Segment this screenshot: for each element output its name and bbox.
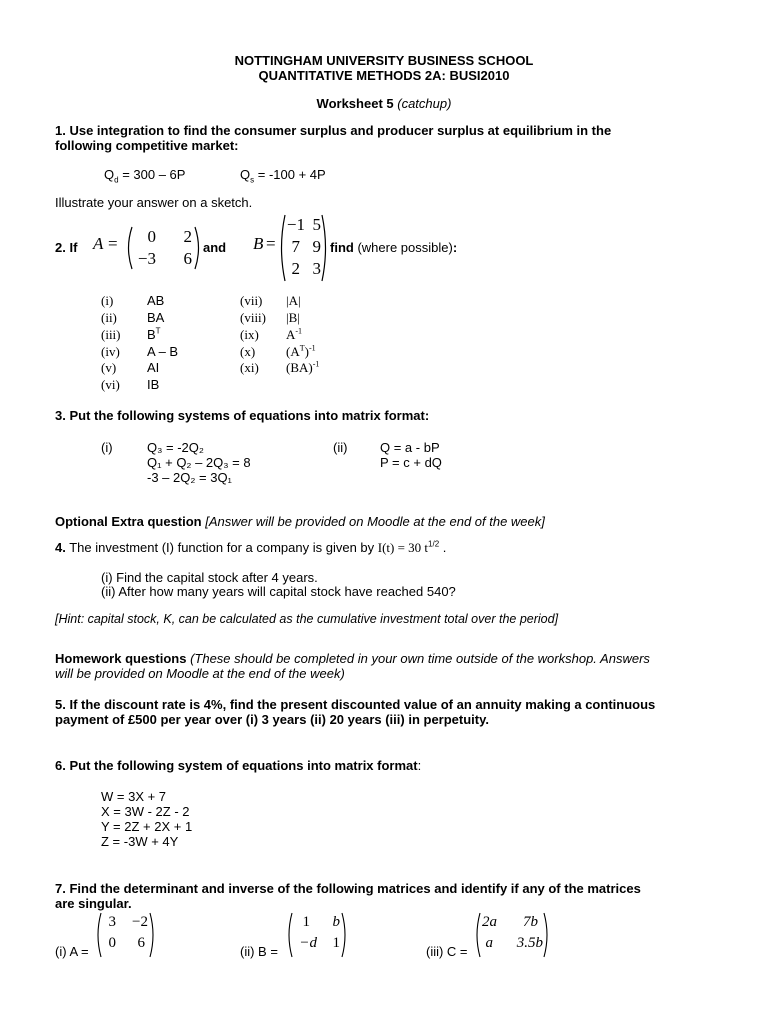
matrix-b-cell: 2 [291, 259, 300, 278]
qd-symbol: Q [104, 167, 115, 182]
qd-subscript: d [114, 175, 119, 185]
q4-statement [55, 540, 446, 556]
q1-line1: 1. Use integration to find the consumer surplus and producer surplus at equilibrium in the [55, 123, 612, 138]
q2-item-base: (A [286, 344, 300, 359]
optional-note: [Answer will be provided on Moodle at the end of the week] [201, 514, 545, 529]
worksheet-title: Worksheet 5 [316, 96, 394, 111]
q7-b-cell: 1 [302, 914, 310, 930]
q2-item-text: A – B [147, 344, 179, 359]
q2-item-num: (v) [101, 360, 117, 375]
q6-title-text: 6. Put the following system of equations into matrix format [55, 758, 418, 773]
matrix-b-cell: −1 [286, 215, 305, 234]
q7-b-cell: 1 [332, 935, 340, 951]
q7-c-cell: 3.5b [516, 935, 543, 951]
q2-item-text: |B| [286, 310, 300, 325]
q2-item-text: |A| [286, 293, 301, 308]
q7-b-right-paren [340, 912, 349, 958]
q2-item-num: (vi) [101, 377, 120, 392]
q7-a-right-paren [148, 912, 157, 958]
q1-line2: following competitive market: [55, 138, 239, 153]
q2-item-base: A [286, 327, 296, 342]
q7-b-cell: −d [299, 935, 317, 951]
q2-item-base2: ) [304, 344, 309, 359]
q3-part2-eq: Q = a - bP [380, 440, 440, 455]
q2-item-base: (BA) [286, 360, 313, 375]
matrix-b-cell: 7 [291, 237, 300, 256]
qd-rest: = 300 – 6P [118, 167, 186, 182]
q1-illustrate: Illustrate your answer on a sketch. [55, 195, 253, 210]
matrix-a-right-paren [193, 226, 203, 270]
matrix-b-cell: 3 [312, 259, 321, 278]
q7-c-cell: 2a [482, 914, 497, 930]
q2-item-num: (xi) [240, 360, 259, 375]
q6-equation: W = 3X + 7 [101, 789, 167, 804]
q4-dot: . [439, 540, 447, 555]
q5-line2: payment of £500 per year over (i) 3 years (ii) 20 years (iii) in perpetuity. [55, 712, 489, 727]
homework-title: Homework questions [55, 651, 187, 666]
matrix-a-name: A [93, 234, 104, 253]
q2-item-num: (x) [240, 344, 256, 359]
course-title: QUANTITATIVE METHODS 2A: BUSI2010 [258, 68, 510, 83]
q2-label: 2. If [55, 240, 78, 255]
q2-item-base: B [147, 327, 156, 342]
q2-and: and [203, 240, 227, 255]
q7-a-label: (i) A = [55, 944, 89, 959]
qs-rest: = -100 + 4P [254, 167, 326, 182]
q5-line1: 5. If the discount rate is 4%, find the present discounted value of an annuity making a continuous [55, 697, 656, 712]
q3-part1-eq: -3 – 2Q₂ = 3Q₁ [147, 470, 232, 485]
q4-text: The investment (I) function for a company is given by [65, 540, 378, 555]
q2-item-num: (ix) [240, 327, 259, 342]
q3-part1-eq: Q₃ = -2Q₂ [147, 440, 204, 455]
q6-equation: Z = -3W + 4Y [101, 834, 179, 849]
q4-function: I(t) = 30 t [377, 540, 429, 555]
q7-a-cell: −2 [132, 914, 148, 930]
q6-equation: Y = 2Z + 2X + 1 [101, 819, 193, 834]
matrix-a-cell: 6 [183, 249, 192, 268]
q7-a-cell: 0 [108, 935, 116, 951]
q3-part1-eq: Q₁ + Q₂ – 2Q₃ = 8 [147, 455, 251, 470]
q2-item-num: (i) [101, 293, 114, 308]
q3-part2-eq: P = c + dQ [380, 455, 442, 470]
q2-item-num: (viii) [240, 310, 266, 325]
q2-item-text: BA [147, 310, 165, 325]
find-colon: : [452, 240, 458, 255]
q2-item-sup: T [155, 326, 161, 336]
q6-equation: X = 3W - 2Z - 2 [101, 804, 190, 819]
q2-item-text [147, 327, 161, 343]
q7-a-cell: 3 [108, 914, 116, 930]
q2-item-text [286, 344, 316, 360]
school-title: NOTTINGHAM UNIVERSITY BUSINESS SCHOOL [234, 53, 534, 68]
q2-item-num: (iii) [101, 327, 121, 342]
qs-symbol: Q [240, 167, 251, 182]
q7-c-label: (iii) C = [426, 944, 468, 959]
homework-note: (These should be completed in your own time outside of the workshop. Answers [186, 651, 650, 666]
q2-item-text [286, 360, 319, 376]
q2-item-num: (iv) [101, 344, 120, 359]
matrix-a-cell: −3 [137, 249, 156, 268]
q2-item-text [286, 327, 302, 343]
q7-a-cell: 6 [137, 935, 145, 951]
optional-heading [55, 514, 545, 530]
qs-subscript: s [250, 175, 255, 185]
q2-item-sup: -1 [295, 326, 303, 336]
q2-item-text: AI [147, 360, 160, 375]
homework-note-line2: will be provided on Moodle at the end of the week) [55, 666, 345, 681]
matrix-b-cell: 9 [312, 237, 321, 256]
q7-c-right-paren [542, 912, 551, 958]
matrix-b-right-paren [320, 214, 330, 282]
q2-item-sup: -1 [308, 343, 316, 353]
q4-exponent: 1/2 [428, 539, 440, 549]
q2-item-sup: -1 [312, 359, 320, 369]
q4-part1: (i) Find the capital stock after 4 years. [101, 570, 318, 585]
find-word: find [330, 240, 354, 255]
worksheet-note: (catchup) [397, 96, 452, 111]
matrix-b-name: B [253, 234, 264, 253]
q1-supply-eq [240, 167, 326, 183]
q6-title [55, 758, 421, 774]
q3-part2-num: (ii) [333, 440, 348, 455]
matrix-a-left-paren [124, 226, 134, 270]
where-possible: (where possible) [353, 240, 453, 255]
q4-hint: [Hint: capital stock, K, can be calculated as the cumulative investment total over the period] [55, 612, 559, 626]
q2-item-num: (ii) [101, 310, 117, 325]
q7-line1: 7. Find the determinant and inverse of the following matrices and identify if any of the matrices [55, 881, 641, 896]
matrix-b-cell: 5 [312, 215, 321, 234]
q7-c-cell: a [485, 935, 493, 951]
q2-item-text: AB [147, 293, 165, 308]
q3-part1-num: (i) [101, 440, 113, 455]
matrix-b-equals: = [266, 234, 276, 253]
q4-part2: (ii) After how many years will capital stock have reached 540? [101, 584, 456, 599]
q1-demand-eq [104, 167, 185, 183]
q2-find-text [330, 240, 457, 256]
homework-heading [55, 651, 650, 667]
q3-title: 3. Put the following systems of equations into matrix format: [55, 408, 430, 423]
q6-colon: : [417, 758, 422, 773]
q7-b-label: (ii) B = [240, 944, 278, 959]
optional-title: Optional Extra question [55, 514, 202, 529]
matrix-a-cell: 2 [183, 227, 192, 246]
q7-c-cell: 7b [523, 914, 538, 930]
q2-item-text: IB [147, 377, 160, 392]
q7-line2: are singular. [55, 896, 132, 911]
worksheet-heading [0, 96, 768, 112]
q2-item-sup-inner: T [299, 343, 305, 353]
matrix-a-equals: = [108, 234, 118, 253]
q7-b-cell: b [332, 914, 340, 930]
q2-item-num: (vii) [240, 293, 263, 308]
matrix-a-cell: 0 [147, 227, 156, 246]
q4-number: 4. [55, 540, 66, 555]
